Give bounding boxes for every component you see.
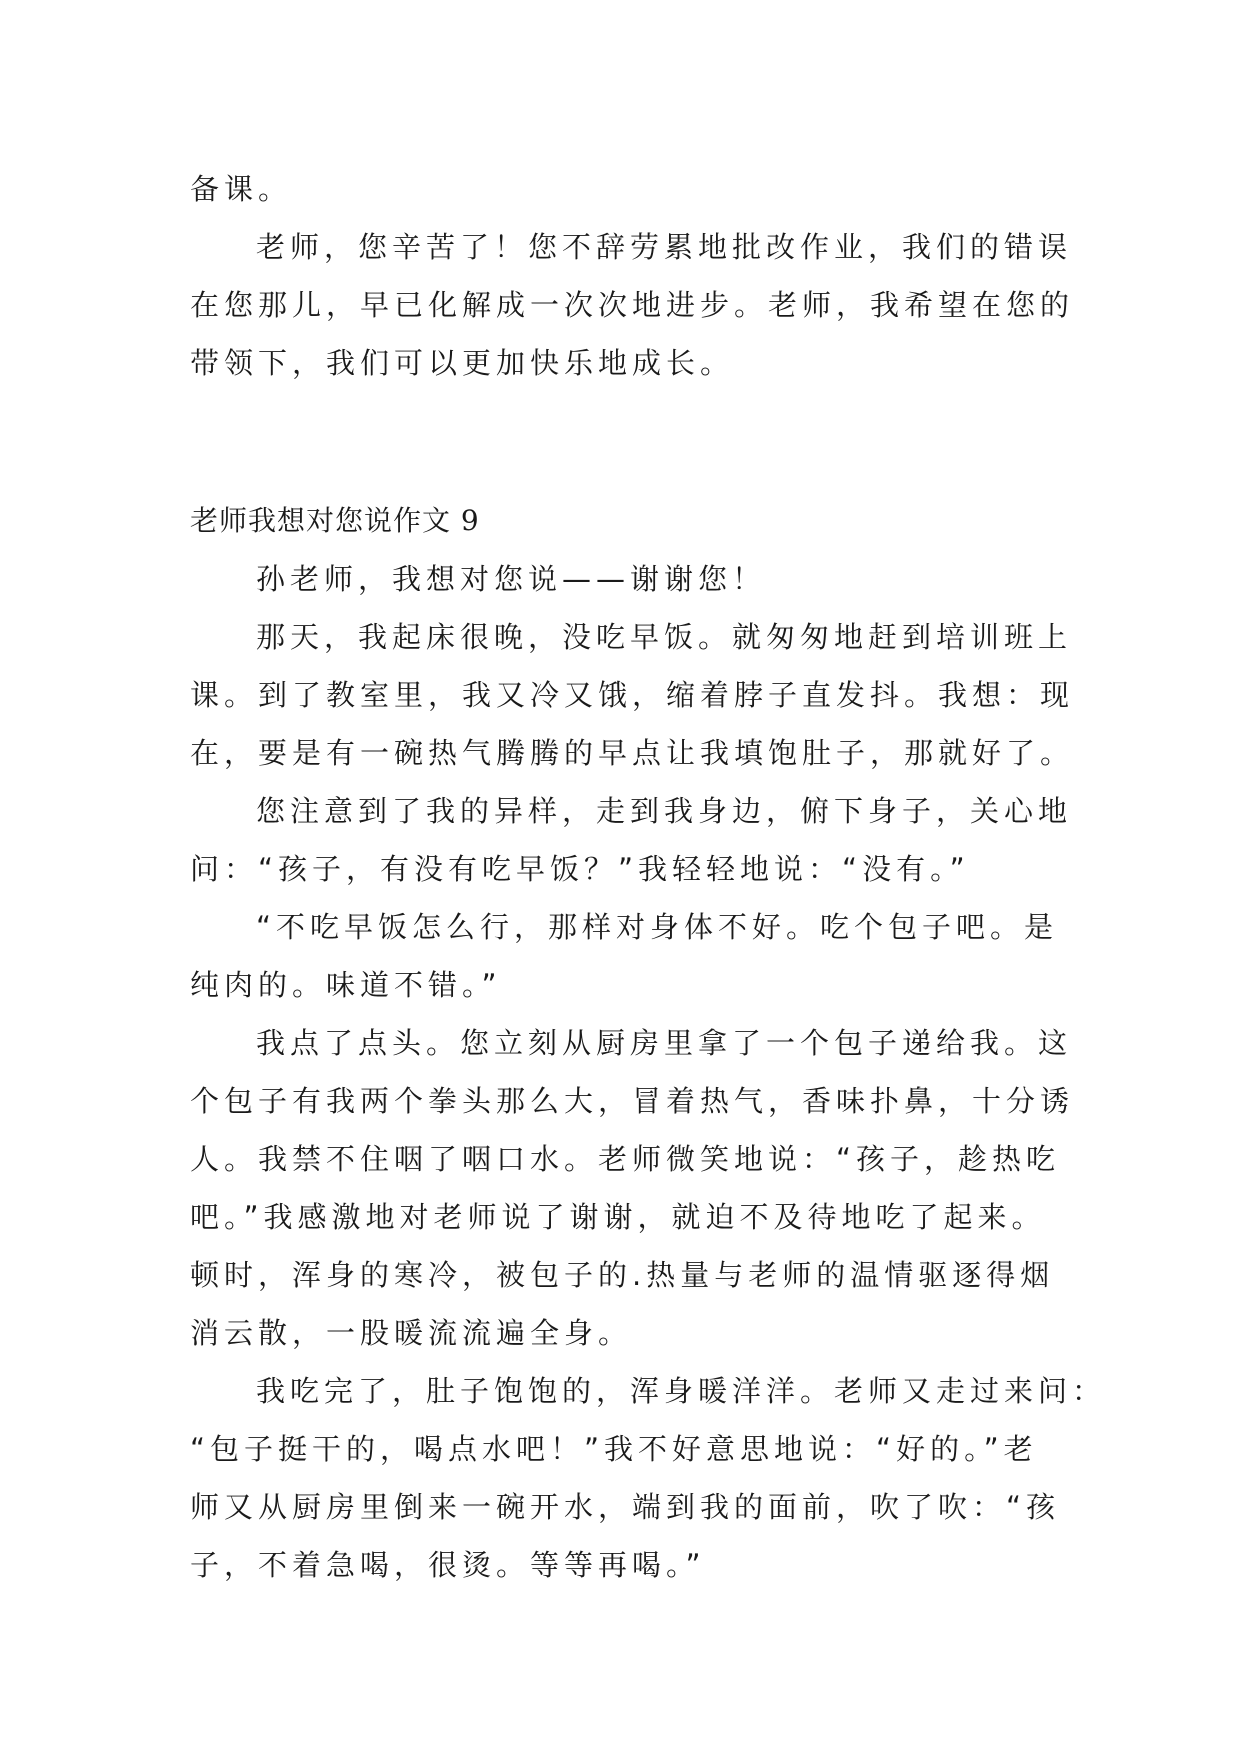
paragraph-line: 我点了点头。您立刻从厨房里拿了一个包子递给我。这 (256, 1026, 1073, 1060)
section-gap (190, 392, 1060, 492)
paragraph-line: 消云散，一股暖流流遍全身。 (190, 1316, 633, 1350)
paragraph-line: 孙老师，我想对您说——谢谢您！ (256, 562, 767, 596)
paragraph-line: 备课。 (190, 172, 293, 206)
paragraph-line: 吧。”我感激地对老师说了谢谢，就迫不及待地吃了起来。 (190, 1200, 1046, 1234)
paragraph-line: “不吃早饭怎么行，那样对身体不好。吃个包子吧。是 (256, 910, 1059, 944)
paragraph-line: 在您那儿，早已化解成一次次地进步。老师，我希望在您的 (190, 288, 1075, 322)
paragraph-line: 我吃完了，肚子饱饱的，浑身暖洋洋。老师又走过来问： (256, 1374, 1107, 1408)
paragraph-line: 子，不着急喝，很烫。等等再喝。” (190, 1548, 706, 1582)
paragraph-line: 纯肉的。味道不错。” (190, 968, 502, 1002)
section-title: 老师我想对您说作文 9 (190, 504, 480, 537)
paragraph-line: 您注意到了我的异样，走到我身边，俯下身子，关心地 (256, 794, 1073, 828)
paragraph-line: 人。我禁不住咽了咽口水。老师微笑地说：“孩子，趁热吃 (190, 1142, 1061, 1176)
paragraph-line: 问：“孩子，有没有吃早饭？”我轻轻地说：“没有。” (190, 852, 970, 886)
paragraph-line: 师又从厨房里倒来一碗开水，端到我的面前，吹了吹：“孩 (190, 1490, 1061, 1524)
paragraph-line: 课。到了教室里，我又冷又饿，缩着脖子直发抖。我想：现 (190, 678, 1075, 712)
paragraph-line: 老师，您辛苦了！您不辞劳累地批改作业，我们的错误 (256, 230, 1073, 264)
paragraph-line: “包子挺干的，喝点水吧！”我不好意思地说：“好的。”老 (190, 1432, 1038, 1466)
paragraph-line: 那天，我起床很晚，没吃早饭。就匆匆地赶到培训班上 (256, 620, 1073, 654)
paragraph-line: 带领下，我们可以更加快乐地成长。 (190, 346, 735, 380)
paragraph-line: 顿时，浑身的寒冷，被包子的.热量与老师的温情驱逐得烟 (190, 1258, 1055, 1292)
document-body (190, 160, 1107, 1594)
paragraph-line: 在，要是有一碗热气腾腾的早点让我填饱肚子，那就好了。 (190, 736, 1075, 770)
paragraph-line: 个包子有我两个拳头那么大，冒着热气，香味扑鼻，十分诱 (190, 1084, 1075, 1118)
